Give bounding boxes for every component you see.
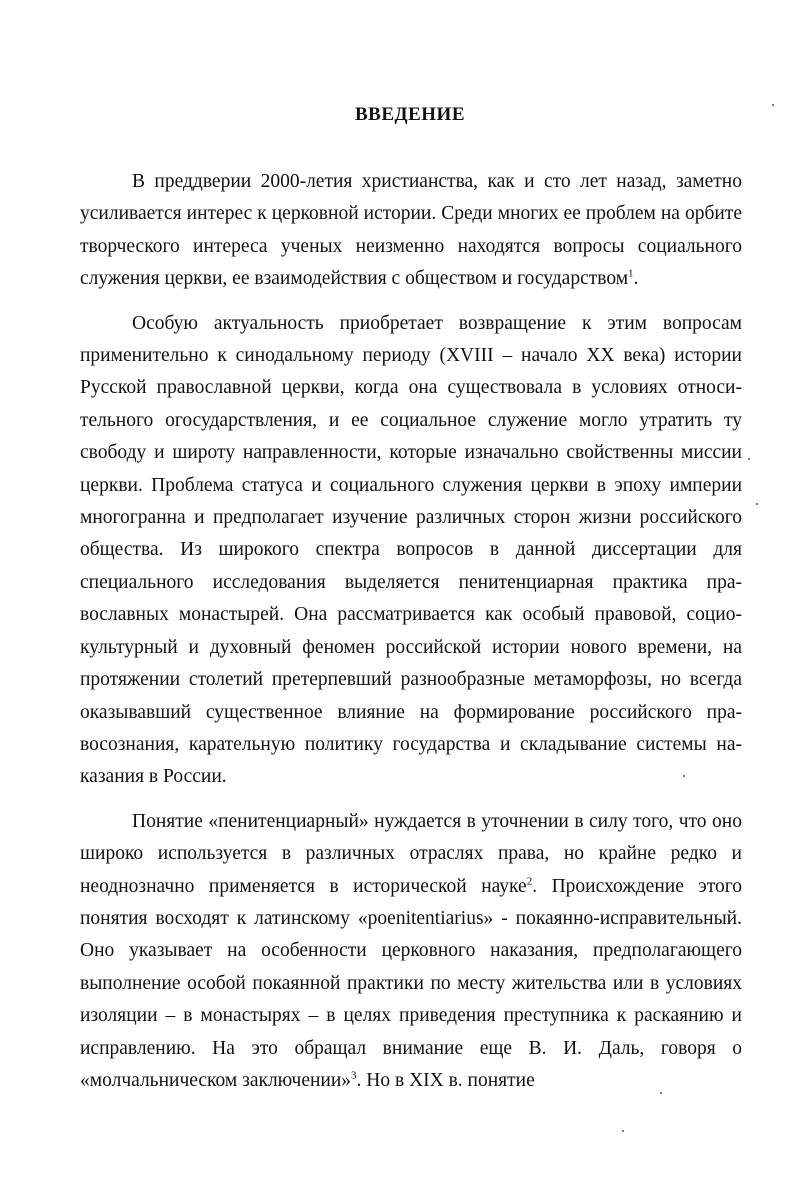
scan-speck [683,775,685,777]
scan-speck [748,458,750,460]
footnote-ref-1: 1 [628,267,634,280]
paragraph-3-text-a: Понятие «пенитенциарный» нуждается в уточнении в силу того, что оно широко используется в различных отраслях права, но крайне редко и неоднозначно применяется в исторической науке [80,810,742,897]
paragraph-2-text: Особую актуальность приобретает возвращение к этим вопросам применительно к синодальному периоду (XVIII – начало XX века) истории Русской православной церкви, когда она существовала в условиях относительного огосударствления, и ее социальное служение могло утратить ту свободу и широту направленности, которые изначально свойственны миссии церкви. Проблема статуса и социального служения церкви в эпоху империи многогранна и предполагает изучение различных сторон жизни российского общества. Из широкого спектра вопросов в данной диссертации для специального исследования выделяется пенитенциарная практика православных монастырей. Она рассматривается как особый правовой, социокультурный и духовный феномен российской истории нового времени, на протяжении столетий претерпевший разнообразные метаморфозы, но всегда оказывавший существенное влияние на формирование российского правосознания, карательную политику государства и складывание системы наказания в России. [80,312,742,788]
paragraph-3-text-b: . Происхождение этого понятия восходят к латинскому «poenitentiarius» - покаянно-исправительный. Оно указывает на особенности церковного наказания, предполагающего выполнение особой покаянной практики по месту жительства или в условиях изоляции – в монастырях – в целях приведения преступника к раскаянию и исправлению. На это обращал внимание еще В. И. Даль, говоря о «молчальническом заключении» [80,875,742,1091]
section-heading: ВВЕДЕНИЕ [355,104,465,125]
scan-speck [772,104,774,106]
paragraph-1-end: . [633,268,639,290]
scan-speck [756,503,758,505]
scan-speck [622,1130,624,1132]
paragraph-1 [80,166,742,296]
paragraph-1-text: В преддверии 2000-летия христианства, как и сто лет назад, заметно усиливается интерес к церковной истории. Среди многих ее проблем на орбите творческого интереса ученых неизменно находятся вопросы социального служения церкви, ее взаимодействия с обществом и государством [80,171,742,290]
paragraph-3-text-c: . Но в XIX в. понятие [356,1069,535,1091]
body-text [80,166,742,1097]
scan-speck [660,1092,662,1094]
footnote-ref-3: 3 [351,1069,357,1082]
footnote-ref-2: 2 [526,875,533,888]
paragraph-3 [80,806,742,1098]
paragraph-2 [80,308,742,794]
